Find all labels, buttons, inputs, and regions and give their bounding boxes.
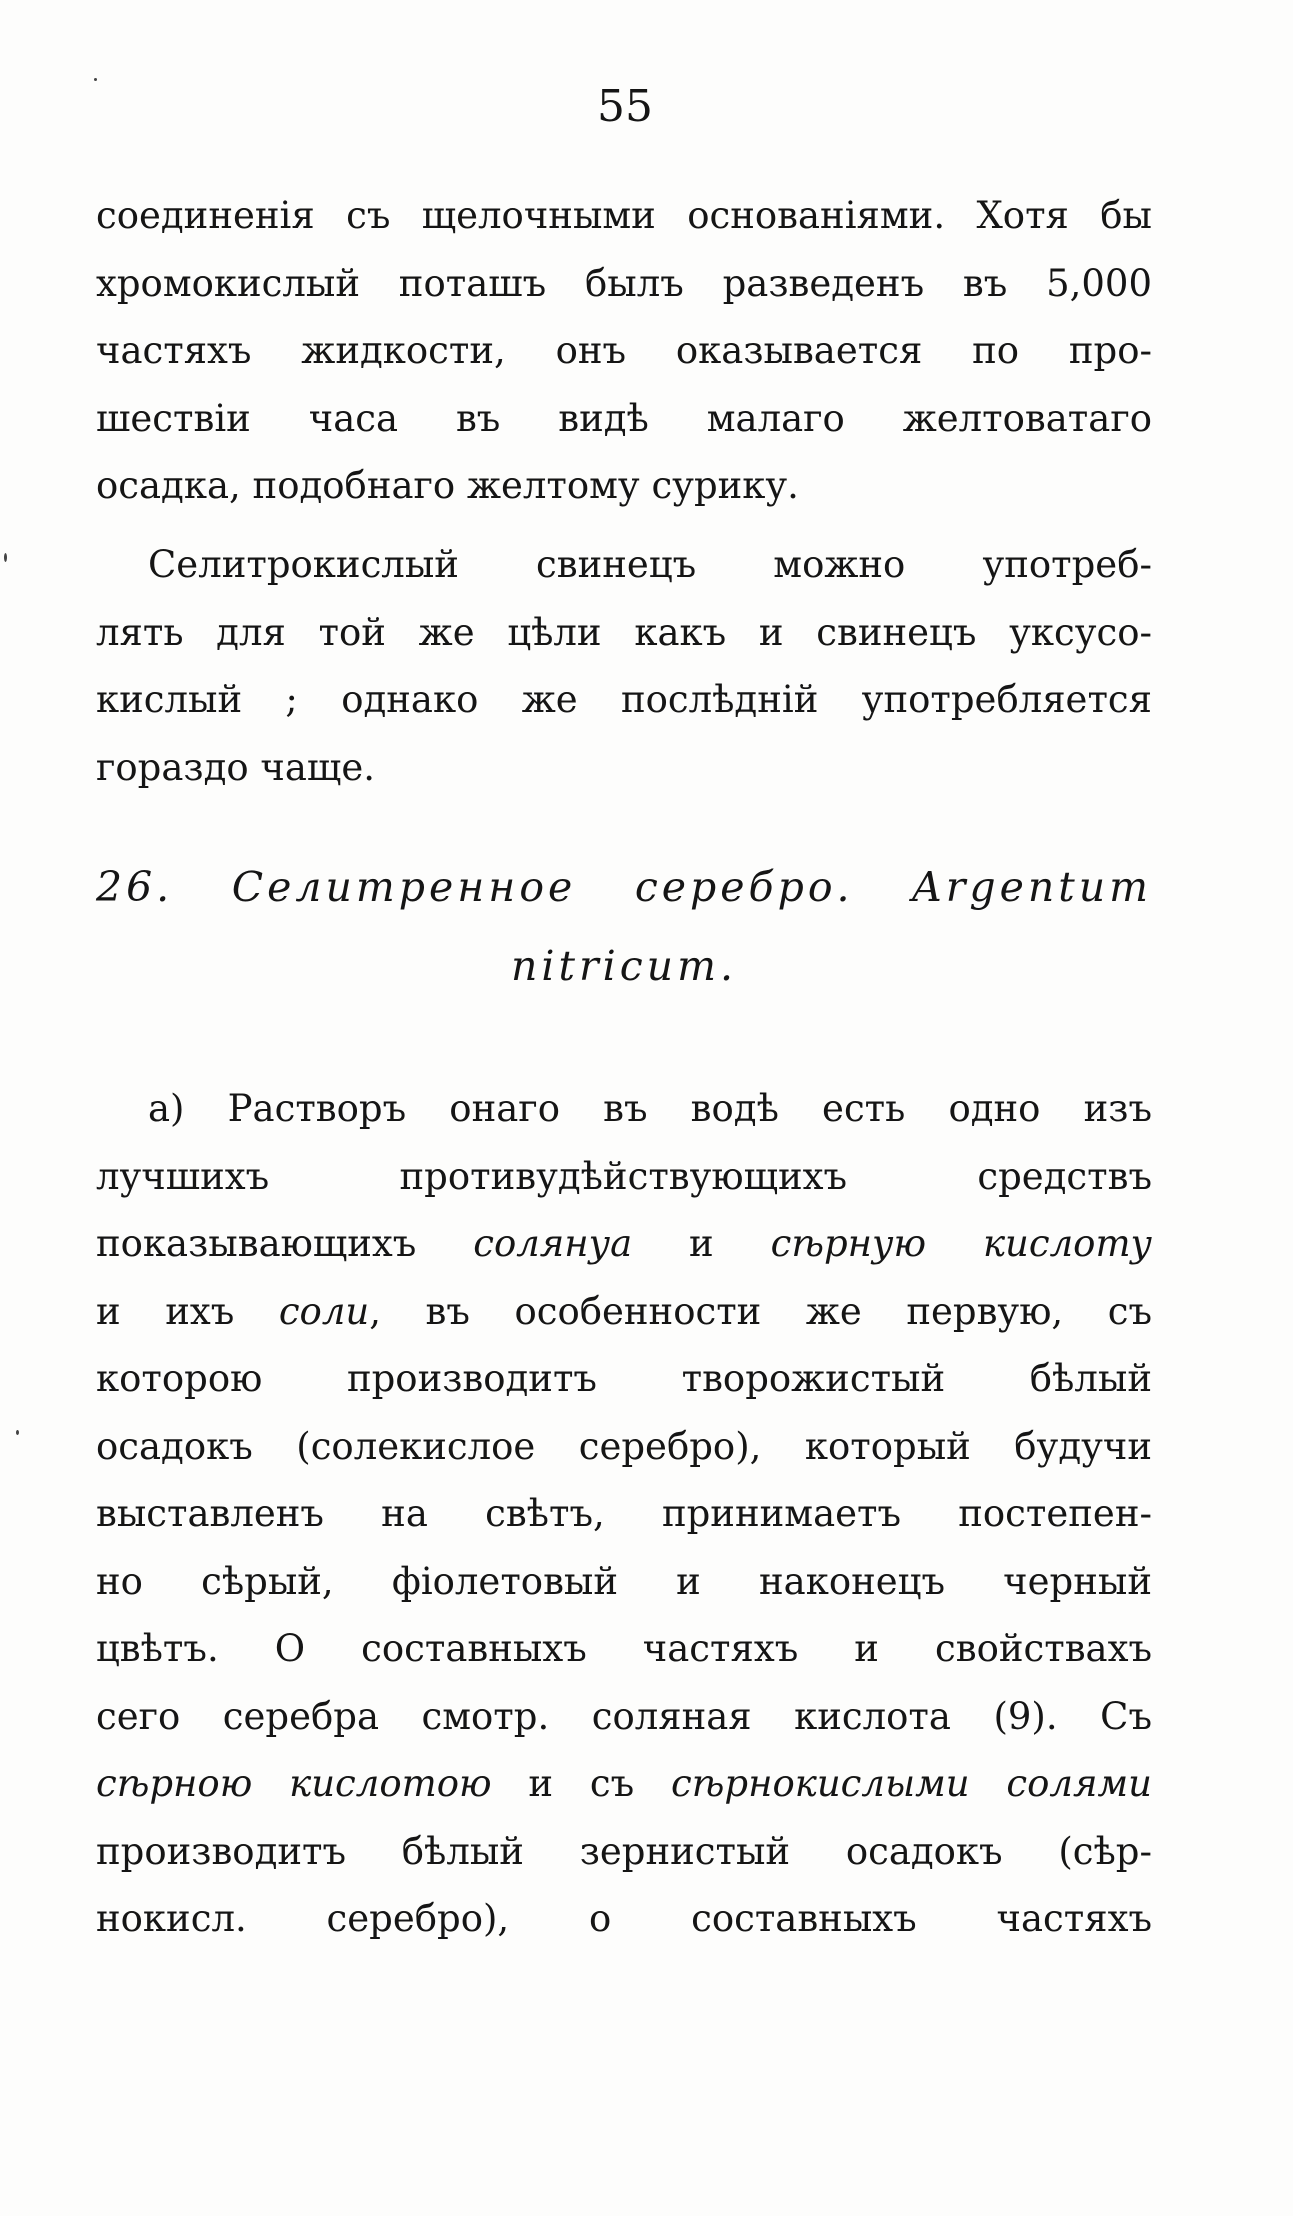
paper-speck — [16, 1430, 19, 1435]
section-heading — [96, 848, 1152, 1006]
text-line: но сѣрый, фіолетовый и наконецъ черный — [96, 1559, 1152, 1603]
text-run: и ихъ — [96, 1289, 279, 1333]
italic-term: солянуа — [473, 1222, 633, 1265]
paragraph-lead-nitrate — [96, 531, 1152, 801]
text-run: , въ особенности же первую, съ — [369, 1289, 1152, 1333]
text-line: а) Растворъ онаго въ водѣ есть одно изъ — [148, 1087, 1152, 1130]
paragraph-silver-nitrate — [96, 1075, 1152, 1953]
text-run: и съ — [491, 1762, 672, 1805]
italic-term: сѣрную кислоту — [770, 1222, 1152, 1265]
text-line: хромокислый поташъ былъ разведенъ въ 5,000 — [96, 261, 1152, 305]
text-line — [96, 1210, 1152, 1278]
text-line: выставленъ на свѣтъ, принимаетъ постепен- — [96, 1492, 1152, 1535]
text-line: осадокъ (солекислое серебро), который будучи — [96, 1424, 1152, 1468]
paragraph-chromate — [96, 182, 1152, 520]
text-line: лучшихъ противудѣйствующихъ средствъ — [96, 1154, 1152, 1198]
text-run: показывающихъ — [96, 1222, 474, 1265]
heading-line: 26. Селитренное серебро. Argentum — [96, 863, 1152, 911]
text-line: соединенія съ щелочными основаніями. Хотя бы — [96, 194, 1152, 237]
text-line: производитъ бѣлый зернистый осадокъ (сѣр- — [96, 1829, 1152, 1873]
text-run: и — [632, 1222, 771, 1265]
text-line: гораздо чаще. — [96, 745, 375, 789]
paper-speck — [4, 553, 7, 562]
page-number: 55 — [597, 81, 653, 132]
text-line: частяхъ жидкости, онъ оказывается по про- — [96, 329, 1152, 372]
paper-speck — [94, 78, 97, 81]
text-line: сего серебра смотр. соляная кислота (9). Съ — [96, 1694, 1152, 1738]
text-line: кислый ; однако же послѣдній употребляется — [96, 678, 1152, 721]
text-line: осадка, подобнаго желтому сурику. — [96, 464, 799, 507]
text-line: цвѣтъ. О составныхъ частяхъ и свойствахъ — [96, 1627, 1152, 1670]
text-line: которою производитъ творожистый бѣлый — [96, 1357, 1152, 1400]
italic-term: сѣрнокислыми солями — [671, 1762, 1152, 1805]
text-line — [96, 1278, 1152, 1346]
italic-term: сѣрною кислотою — [96, 1762, 492, 1805]
text-line — [96, 1750, 1152, 1818]
text-line: лять для той же цѣли какъ и свинецъ уксусо- — [96, 610, 1152, 654]
text-line: нокисл. серебро), о составныхъ частяхъ — [96, 1897, 1152, 1940]
italic-term: соли — [278, 1289, 370, 1333]
text-line: шествіи часа въ видѣ малаго желтоватаго — [96, 396, 1152, 440]
text-line: Селитрокислый свинецъ можно употреб- — [148, 543, 1152, 586]
heading-line: nitricum. — [511, 942, 737, 990]
